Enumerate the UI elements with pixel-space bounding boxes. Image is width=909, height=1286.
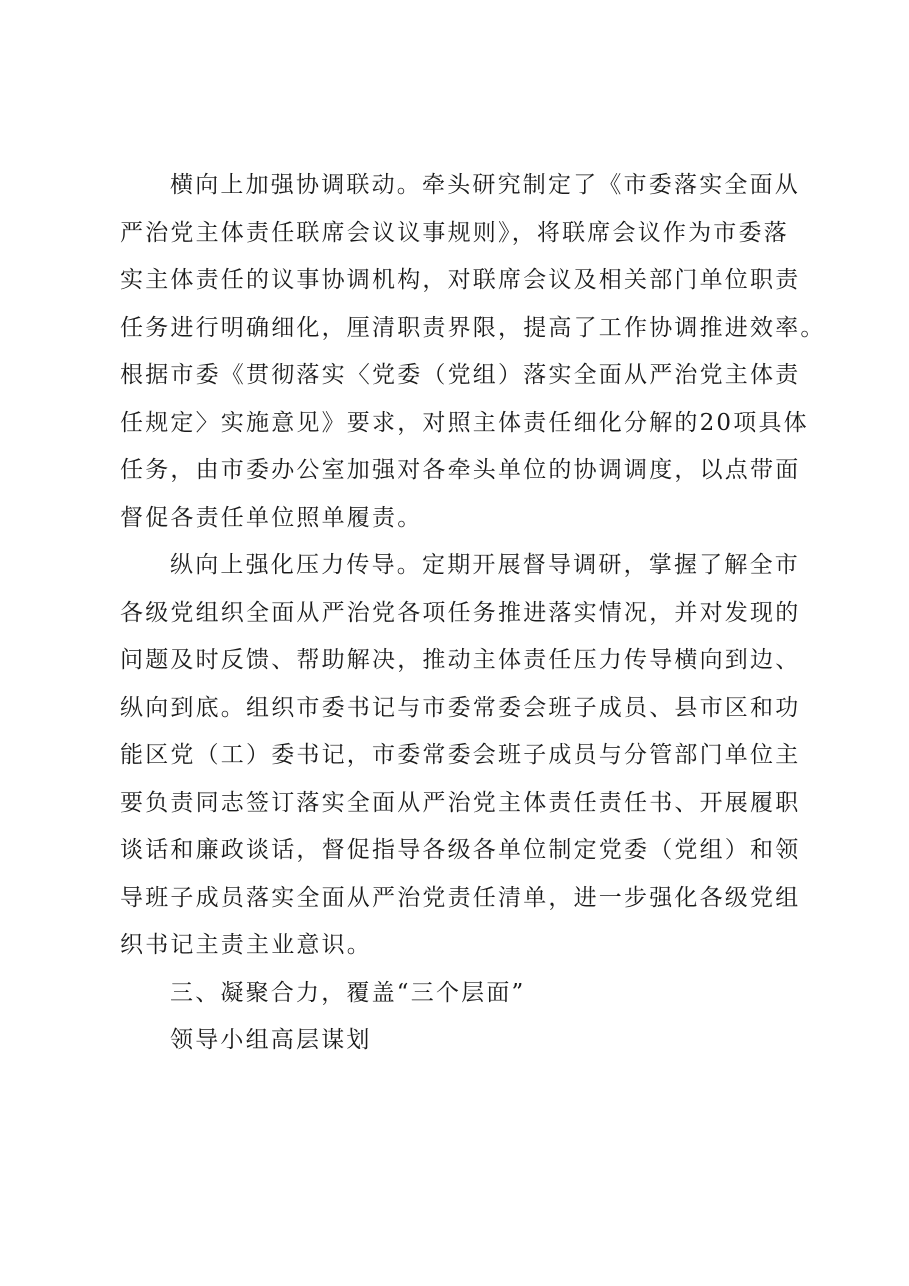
text-line: 导班子成员落实全面从严治党责任清单，进一步强化各级党组 xyxy=(120,884,801,911)
text-line: 实主体责任的议事协调机构，对联席会议及相关部门单位职责 xyxy=(120,267,801,293)
text-line: 纵向上强化压力传导。定期开展督导调研，掌握了解全市 xyxy=(170,552,800,578)
text-line: 要负责同志签订落实全面从严治党主体责任责任书、开展履职 xyxy=(120,789,801,816)
paragraph-horizontal-coordination xyxy=(120,162,826,542)
text-line: 各级党组织全面从严治党各项任务推进落实情况，并对发现的 xyxy=(120,599,801,626)
text-line: 谈话和廉政谈话，督促指导各级各单位制定党委（党组）和领 xyxy=(120,837,801,863)
text-line: 纵向到底。组织市委书记与市委常委会班子成员、县市区和功 xyxy=(120,694,801,721)
subheading: 领导小组高层谋划 xyxy=(170,1027,372,1053)
text-line: 任务进行明确细化，厘清职责界限，提高了工作协调推进效率。 xyxy=(120,314,826,341)
document-page xyxy=(120,162,826,1065)
text-line: 任务，由市委办公室加强对各牵头单位的协调调度，以点带面 xyxy=(120,457,801,483)
text-line: 横向上加强协调联动。牵头研究制定了《市委落实全面从 xyxy=(170,172,800,198)
text-line: 根据市委《贯彻落实〈党委（党组）落实全面从严治党主体责 xyxy=(120,362,801,388)
text-line: 问题及时反馈、帮助解决，推动主体责任压力传导横向到边、 xyxy=(120,647,801,673)
text-line: 能区党（工）委书记，市委常委会班子成员与分管部门单位主 xyxy=(120,742,801,768)
text-line: 任规定〉实施意见》要求，对照主体责任细化分解的20项具体 xyxy=(120,409,809,436)
text-line: 督促各责任单位照单履责。 xyxy=(120,504,423,531)
text-line: 严治党主体责任联席会议议事规则》，将联席会议作为市委落 xyxy=(120,219,789,246)
section-heading: 三、凝聚合力，覆盖“三个层面” xyxy=(170,979,526,1006)
text-line: 织书记主责主业意识。 xyxy=(120,932,372,958)
paragraph-vertical-pressure xyxy=(120,542,801,970)
